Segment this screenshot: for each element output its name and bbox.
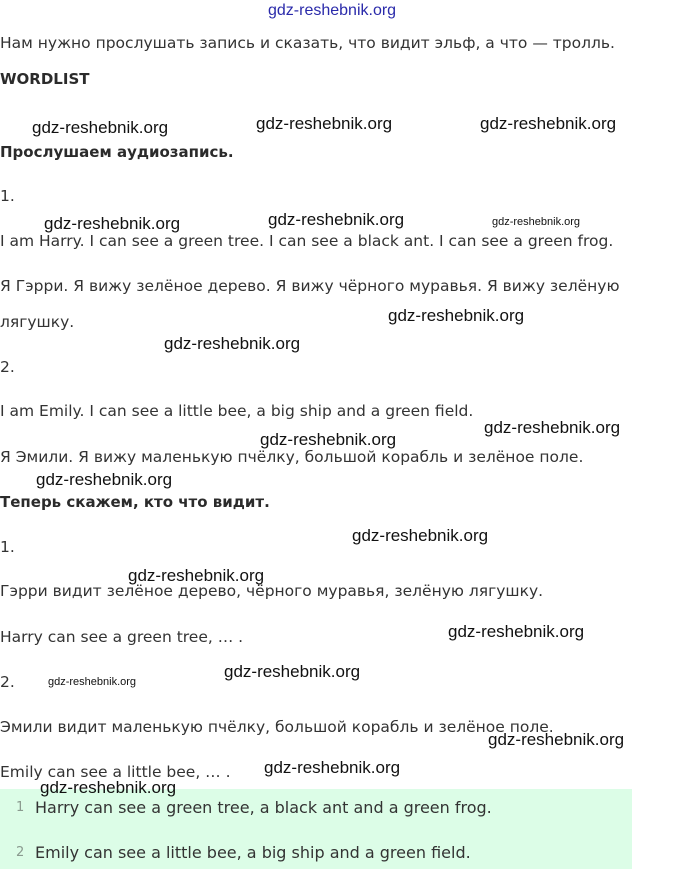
task1-english: Harry can see a green tree, … . <box>0 628 244 646</box>
watermark: gdz-reshebnik.org <box>32 118 169 137</box>
watermark: gdz-reshebnik.org <box>260 430 397 449</box>
item1-english: I am Harry. I can see a green tree. I can see a black ant. I can see a green frog. <box>0 232 614 250</box>
answer-number: 2 <box>16 845 25 860</box>
intro-text: Нам нужно прослушать запись и сказать, что видит эльф, а что — тролль. <box>0 34 615 52</box>
task2-russian: Эмили видит маленькую пчёлку, большой корабль и зелёное поле. <box>0 718 554 736</box>
watermark: gdz-reshebnik.org <box>224 662 361 681</box>
watermark: gdz-reshebnik.org <box>36 470 173 489</box>
answer-text: Harry can see a green tree, a black ant and a green frog. <box>35 798 492 817</box>
item1-russian: Я Гэрри. Я вижу зелёное дерево. Я вижу чёрного муравья. Я вижу зелёную <box>0 277 620 295</box>
section-title-say: Теперь скажем, кто что видит. <box>0 493 270 511</box>
watermark: gdz-reshebnik.org <box>164 334 301 353</box>
answer-text: Emily can see a little bee, a big ship and a green field. <box>35 843 471 862</box>
task1-russian: Гэрри видит зелёное дерево, чёрного муравья, зелёную лягушку. <box>0 582 544 600</box>
item2-english: I am Emily. I can see a little bee, a big ship and a green field. <box>0 402 474 420</box>
watermark: gdz-reshebnik.org <box>480 114 617 133</box>
watermark: gdz-reshebnik.org <box>128 566 265 585</box>
item-number: 2. <box>0 358 15 376</box>
item1-russian-cont: лягушку. <box>0 313 75 331</box>
item2-russian: Я Эмили. Я вижу маленькую пчёлку, большой корабль и зелёное поле. <box>0 448 584 466</box>
watermark: gdz-reshebnik.org <box>388 306 525 325</box>
watermark: gdz-reshebnik.org <box>268 210 405 229</box>
watermark: gdz-reshebnik.org <box>40 778 177 797</box>
watermark: gdz-reshebnik.org <box>492 216 581 228</box>
task-number: 1. <box>0 538 15 556</box>
item-number: 1. <box>0 187 15 205</box>
watermark: gdz-reshebnik.org <box>352 526 489 545</box>
watermark: gdz-reshebnik.org <box>48 676 137 688</box>
watermark: gdz-reshebnik.org <box>44 214 181 233</box>
answer-box <box>0 789 632 869</box>
watermark: gdz-reshebnik.org <box>484 418 621 437</box>
watermark: gdz-reshebnik.org <box>256 114 393 133</box>
wordlist-link[interactable]: WORDLIST <box>0 70 90 88</box>
task2-english: Emily can see a little bee, … . <box>0 763 231 781</box>
section-title-listen: Прослушаем аудиозапись. <box>0 143 234 161</box>
task-number: 2. <box>0 673 15 691</box>
answer-number: 1 <box>16 800 25 815</box>
watermark: gdz-reshebnik.org <box>268 2 397 19</box>
watermark: gdz-reshebnik.org <box>448 622 585 641</box>
watermark: gdz-reshebnik.org <box>264 758 401 777</box>
watermark: gdz-reshebnik.org <box>488 730 625 749</box>
